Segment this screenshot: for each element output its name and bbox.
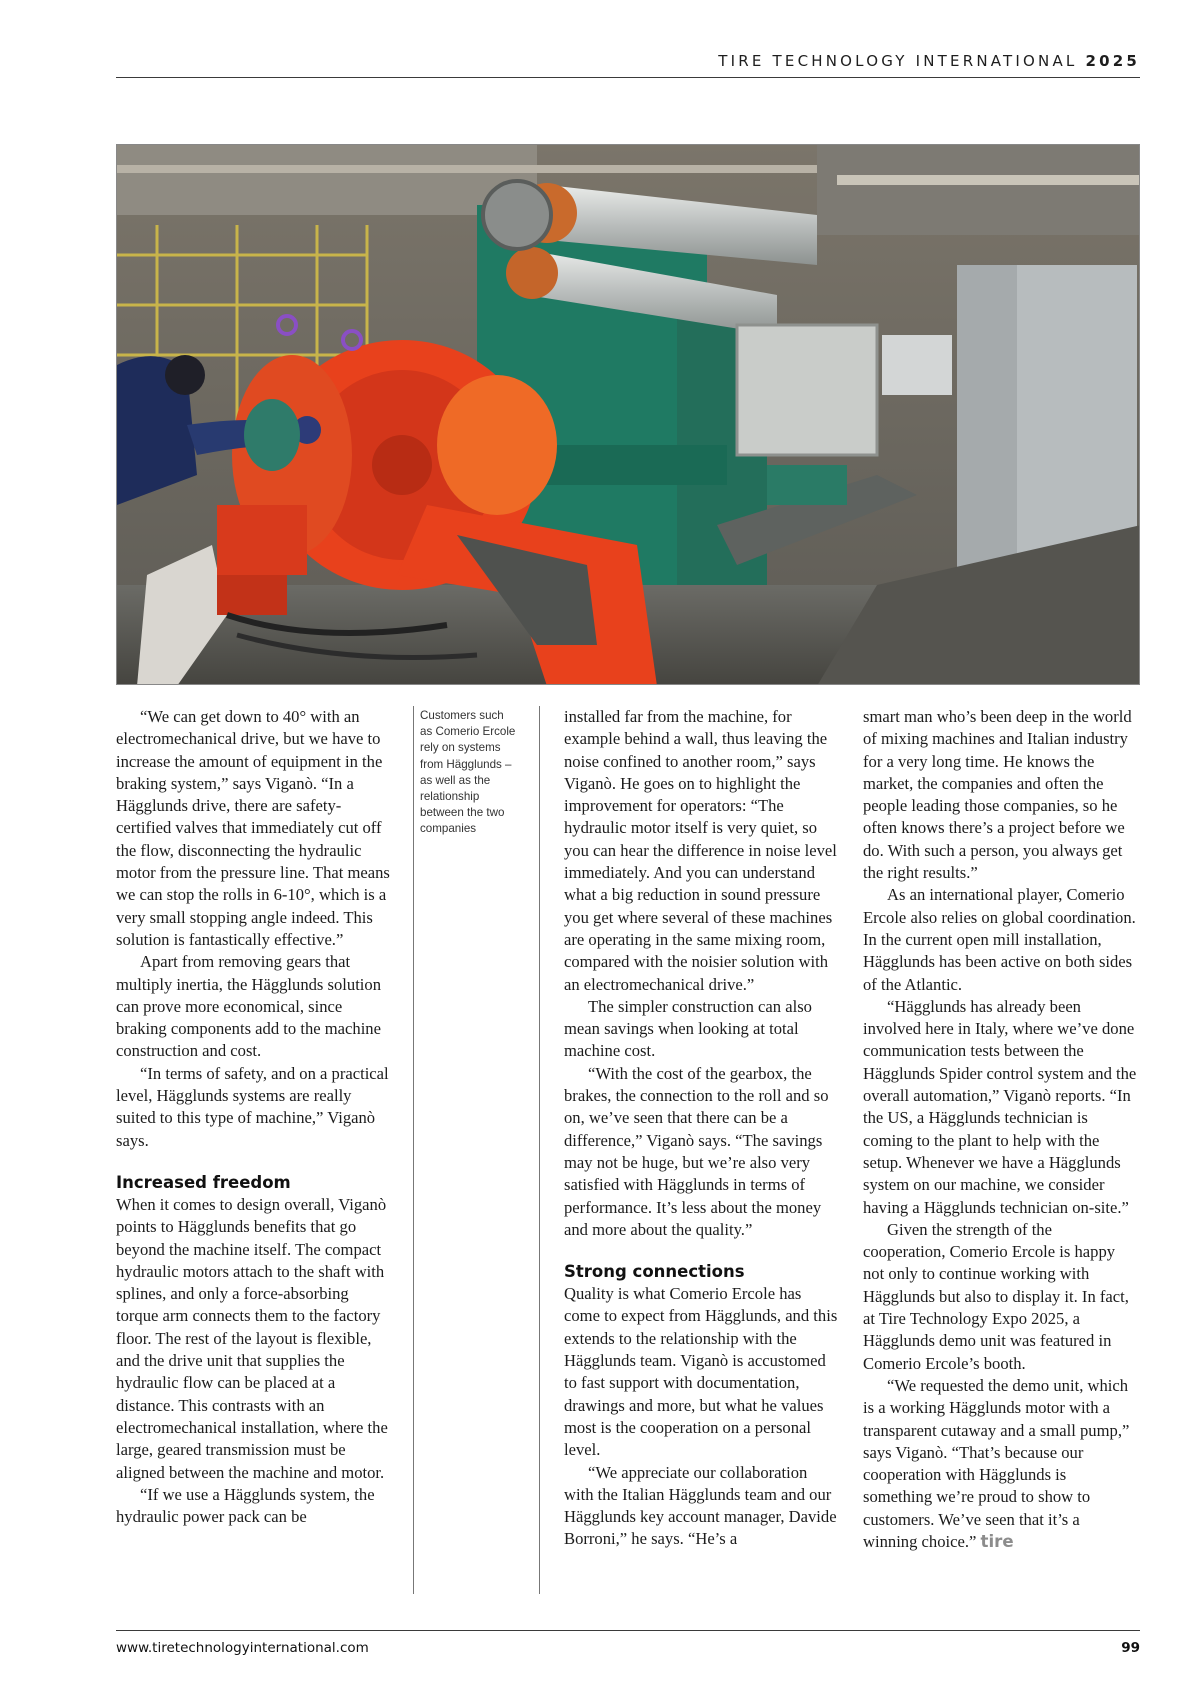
paragraph: When it comes to design overall, Viganò points to Hägglunds benefits that go beyond the machine itself. The compact hydraulic motors attach to the shaft with splines, and only a force-absorbing torque arm connects them to the factory floor. The rest of the layout is flexible, and the drive unit that supplies the hydraulic flow can be placed at a distance. This contrasts with an electromechanical installation, where the large, geared transmission must be aligned between the machine and motor.: [116, 1194, 388, 1482]
paragraph: installed far from the machine, for example behind a wall, thus leaving the noise confined to another room,” says Viganò. He goes on to highlight the improvement for operators: “The hydraulic motor itself is very quiet, so you can hear the difference in noise level immediately. And you can understand what a big reduction in sound pressure you get where several of these machines are operating in the same mixing room, compared with the noisier solution with an electromechanical drive.”: [564, 707, 837, 994]
footer-url[interactable]: www.tiretechnologyinternational.com: [116, 1640, 369, 1656]
paragraph: “We appreciate our collaboration with the Italian Hägglunds team and our Hägglunds key account manager, Davide Borroni,” he says. “He’s a: [564, 1462, 837, 1549]
section-heading: Increased freedom: [116, 1172, 291, 1192]
paragraph: [863, 1375, 1138, 1553]
footer-rule: [116, 1630, 1140, 1631]
paragraph: Apart from removing gears that multiply inertia, the Hägglunds solution can prove more economical, since braking components add to the machine construction and cost.: [116, 952, 382, 1061]
paragraph: “Hägglunds has already been involved here in Italy, where we’ve done communication tests between the Hägglunds Spider control system and the overall automation,” Viganò reports. “In the US, a Hägglunds technician is coming to the plant to help with the setup. Whenever we have a Hägglunds system on our machine, we consider having a Hägglunds technician on-site.”: [863, 996, 1137, 1217]
paragraph: “With the cost of the gearbox, the brakes, the connection to the roll and so on, we’ve seen that there can be a difference,” Viganò says. “The savings may not be huge, but we’re also very satisfied with Hägglunds in terms of performance. It’s less about the money and more about the quality.”: [564, 1063, 829, 1239]
section-heading: Strong connections: [564, 1262, 745, 1282]
article-column-1: [116, 706, 391, 1528]
paragraph-text: “We requested the demo unit, which is a working Hägglunds motor with a transparent cutaway and a small pump,” says Viganò. “That’s because our cooperation with Hägglunds is something we’re proud to show to customers. We’ve seen that it’s a winning choice.”: [863, 1375, 1130, 1551]
paragraph: Quality is what Comerio Ercole has come to expect from Hägglunds, and this extends to the relationship with the Hägglunds team. Viganò is accustomed to fast support with documentation, drawings and more, but what he values most is the cooperation on a personal level.: [564, 1284, 838, 1460]
photo-caption: Customers such as Comerio Ercole rely on systems from Hägglunds – as well as the relationship between the two companies: [420, 709, 516, 836]
paragraph: As an international player, Comerio Ercole also relies on global coordination. In the current open mill installation, Hägglunds has been active on both sides of the Atlantic.: [863, 885, 1136, 994]
article-column-2: [564, 706, 839, 1551]
paragraph: The simpler construction can also mean savings when looking at total machine cost.: [564, 996, 812, 1061]
end-mark: tire: [980, 1531, 1014, 1551]
page-number: 99: [1121, 1640, 1140, 1656]
issue-year: 2025: [1085, 52, 1140, 70]
machine-photo: [116, 144, 1140, 685]
paragraph: “If we use a Hägglunds system, the hydraulic power pack can be: [116, 1484, 375, 1527]
article-column-3: [863, 706, 1138, 1553]
header-rule: [116, 77, 1140, 78]
paragraph: “We can get down to 40° with an electromechanical drive, but we have to increase the amount of equipment in the braking system,” says Viganò. “In a Hägglunds drive, there are safety-certified valves that immediately cut off the flow, disconnecting the hydraulic motor from the pressure line. That means we can stop the rolls in 6-10°, which is a very small stopping angle indeed. This solution is fantastically effective.”: [116, 707, 390, 949]
caption-left-rule: [413, 706, 414, 1594]
running-header: [116, 52, 1140, 70]
paragraph: Given the strength of the cooperation, Comerio Ercole is happy not only to continue working with Hägglunds but also to display it. In fact, at Tire Technology Expo 2025, a Hägglunds demo unit was featured in Comerio Ercole’s booth.: [863, 1219, 1129, 1373]
caption-right-rule: [539, 706, 540, 1594]
publication-name: TIRE TECHNOLOGY INTERNATIONAL: [718, 52, 1078, 70]
paragraph: smart man who’s been deep in the world of mixing machines and Italian industry for a very long time. He knows the market, the companies and often the people leading those companies, so he often knows there’s a project before we do. With such a person, you always get the right results.”: [863, 707, 1132, 883]
paragraph: “In terms of safety, and on a practical level, Hägglunds systems are really suited to this type of machine,” Viganò says.: [116, 1063, 389, 1150]
